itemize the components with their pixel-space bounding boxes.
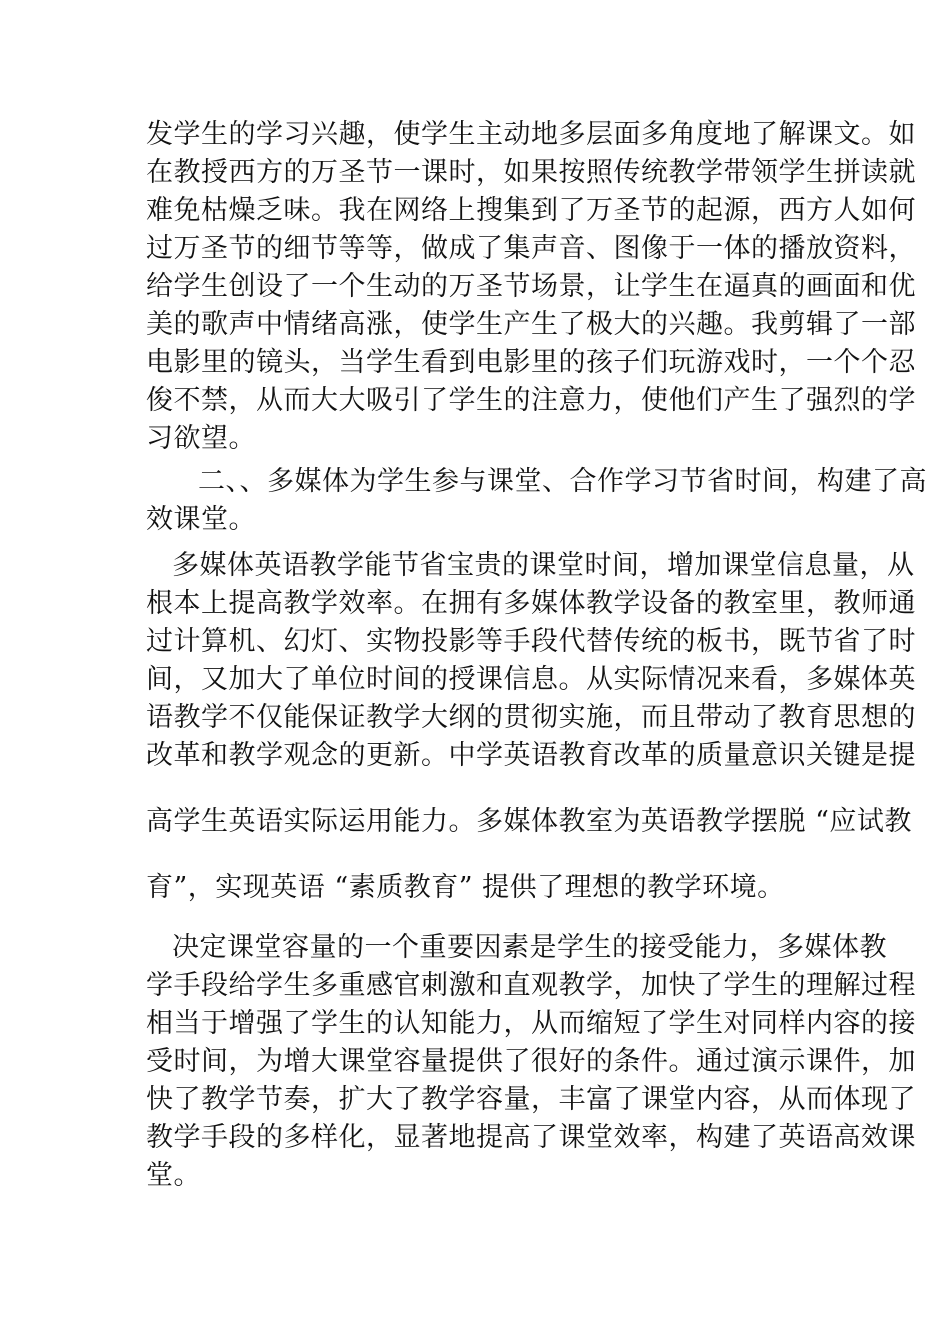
paragraph-4-line-6: 教学手段的多样化，显著地提高了课堂效率，构建了英语高效课 bbox=[146, 1122, 916, 1153]
paragraph-3-line-3: 过计算机、幻灯、实物投影等手段代替传统的板书，既节省了时 bbox=[146, 626, 916, 657]
paragraph-1-line-6: 美的歌声中情绪高涨，使学生产生了极大的兴趣。我剪辑了一部 bbox=[146, 309, 916, 340]
paragraph-4-line-5: 快了教学节奏，扩大了教学容量，丰富了课堂内容，从而体现了 bbox=[146, 1084, 916, 1115]
section-heading-line-2: 效课堂。 bbox=[146, 504, 256, 535]
paragraph-1-line-7: 电影里的镜头，当学生看到电影里的孩子们玩游戏时，一个个忍 bbox=[146, 347, 916, 378]
paragraph-1-line-5: 给学生创设了一个生动的万圣节场景，让学生在逼真的画面和优 bbox=[146, 271, 916, 302]
paragraph-4-line-3: 相当于增强了学生的认知能力，从而缩短了学生对同样内容的接 bbox=[146, 1008, 916, 1039]
paragraph-3-line-2: 根本上提高教学效率。在拥有多媒体教学设备的教室里，教师通 bbox=[146, 588, 916, 619]
paragraph-1-line-9: 习欲望。 bbox=[146, 423, 256, 454]
paragraph-4-line-1: 决定课堂容量的一个重要因素是学生的接受能力，多媒体教 bbox=[172, 932, 887, 963]
paragraph-1-line-2: 在教授西方的万圣节一课时，如果按照传统教学带领学生拼读就 bbox=[146, 157, 916, 188]
paragraph-1-line-8: 俊不禁，从而大大吸引了学生的注意力，使他们产生了强烈的学 bbox=[146, 385, 916, 416]
paragraph-1-line-1: 发学生的学习兴趣，使学生主动地多层面多角度地了解课文。如 bbox=[146, 119, 916, 150]
paragraph-3-line-5: 语教学不仅能保证教学大纲的贯彻实施，而且带动了教育思想的 bbox=[146, 702, 916, 733]
paragraph-4-line-2: 学手段给学生多重感官刺激和直观教学，加快了学生的理解过程 bbox=[146, 970, 916, 1001]
paragraph-3-line-7: 高学生英语实际运用能力。多媒体教室为英语教学摆脱 “应试教 bbox=[146, 806, 912, 837]
paragraph-3-line-4: 间，又加大了单位时间的授课信息。从实际情况来看，多媒体英 bbox=[146, 664, 916, 695]
paragraph-4-line-7: 堂。 bbox=[146, 1160, 201, 1191]
paragraph-3-line-6: 改革和教学观念的更新。中学英语教育改革的质量意识关键是提 bbox=[146, 740, 916, 771]
section-heading-line-1: 二、、多媒体为学生参与课堂、合作学习节省时间，构建了高 bbox=[198, 466, 927, 497]
paragraph-1-line-4: 过万圣节的细节等等，做成了集声音、图像于一体的播放资料， bbox=[146, 233, 916, 264]
paragraph-3-line-1: 多媒体英语教学能节省宝贵的课堂时间，增加课堂信息量，从 bbox=[172, 550, 915, 581]
paragraph-1-line-3: 难免枯燥乏味。我在网络上搜集到了万圣节的起源，西方人如何 bbox=[146, 195, 916, 226]
paragraph-4-line-4: 受时间，为增大课堂容量提供了很好的条件。通过演示课件，加 bbox=[146, 1046, 916, 1077]
paragraph-3-line-8: 育”，实现英语 “素质教育” 提供了理想的教学环境。 bbox=[146, 872, 785, 903]
